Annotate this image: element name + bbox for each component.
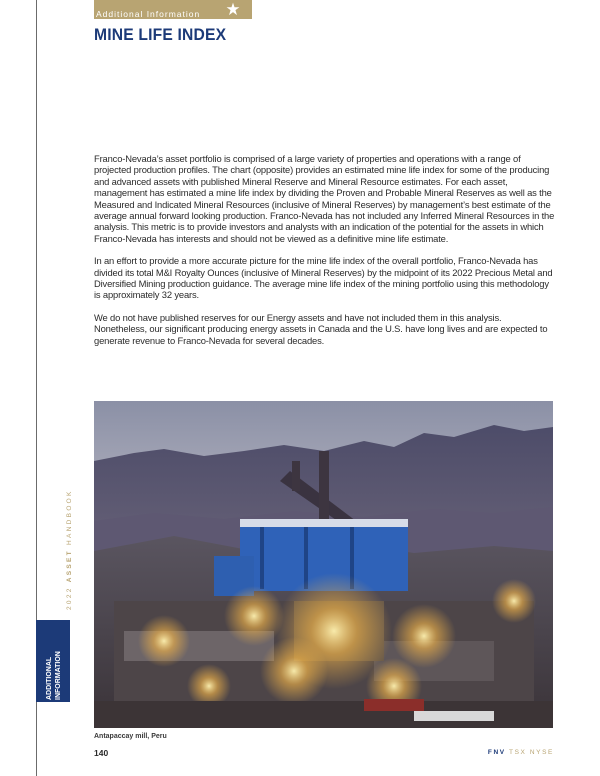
handbook-year: 2022 [66, 586, 73, 610]
ticker-fnv: FNV [487, 749, 506, 756]
photo-caption: Antapaccay mill, Peru [94, 733, 167, 740]
side-tab-line-2: INFORMATION [54, 651, 62, 700]
side-tab-line-1: ADDITIONAL [46, 656, 53, 700]
page-number: 140 [94, 748, 109, 758]
body-text [94, 153, 556, 357]
handbook-word: HANDBOOK [66, 489, 73, 545]
star-icon [226, 2, 240, 16]
ticker-symbols [488, 749, 554, 756]
ticker-nyse: NYSE [529, 749, 554, 756]
mill-photo [94, 401, 553, 728]
paragraph: In an effort to provide a more accurate picture for the mine life index of the overall portfolio, Franco-Nevada has divided its total M&I Royalty Ounces (inclusive of Mineral Reserves) by the midpoint of its 2022 Precious Metal and Diversified Mining production guidance. The average mine life index of the mining portfolio using this methodology is approximately 32 years. [94, 255, 553, 301]
section-side-tab-label [46, 651, 63, 700]
page-title: MINE LIFE INDEX [94, 25, 227, 44]
section-header-tab [94, 0, 252, 19]
paragraph: Franco-Nevada’s asset portfolio is comprised of a large variety of properties and operations with a range of projected production profiles. The chart (opposite) provides an estimated mine life index for some of the producing and advanced assets with published Mineral Reserve and Mineral Resource estimates. For each asset, management has estimated a mine life index by dividing the Proven and Probable Mineral Reserves as well as the Measured and Indicated Mineral Resources (inclusive of Mineral Reserves) by management’s best estimate of the average annual forward looking production. Franco-Nevada has not included any Inferred Mineral Resources in the analysis. This metric is to provide investors and analysts with an indication of the potential for the assets in which Franco-Nevada has interests and should not be viewed as a definitive mine life estimate. [94, 153, 555, 244]
handbook-vertical-label [66, 489, 73, 610]
section-label: Additional Information [96, 9, 201, 19]
paragraph: We do not have published reserves for our Energy assets and have not included them in this analysis. Nonetheless, our significant producing energy assets in Canada and the U.S. have long lives and are expected to generate revenue to Franco-Nevada for several decades. [94, 311, 548, 346]
ticker-tsx: TSX [509, 749, 527, 756]
handbook-asset: ASSET [66, 549, 73, 583]
